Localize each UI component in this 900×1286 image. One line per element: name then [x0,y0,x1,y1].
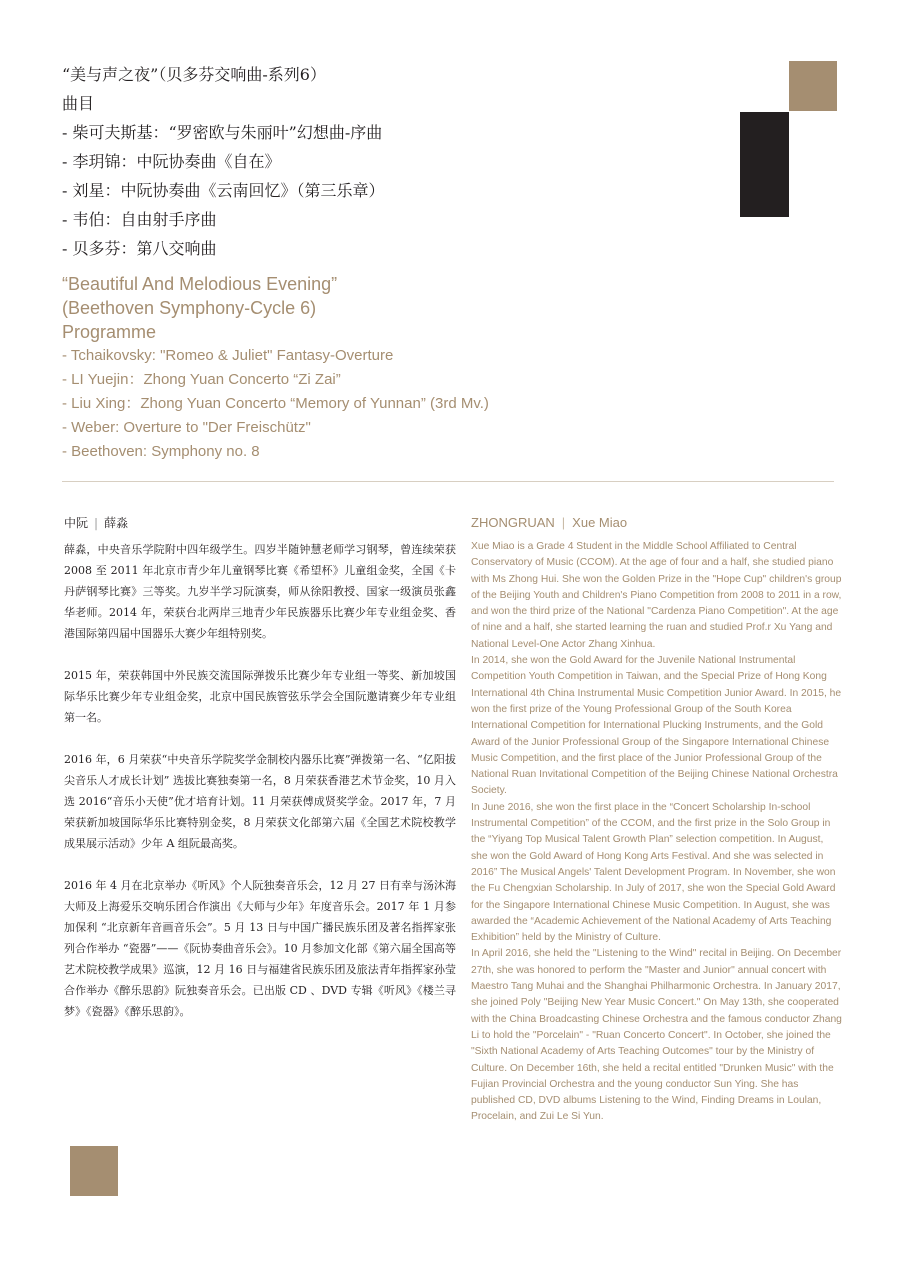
programme-item-cn: - 贝多芬：第八交响曲 [62,239,217,258]
bio-paragraph-cn: 薛淼，中央音乐学院附中四年级学生。四岁半随钟慧老师学习钢琴，曾连续荣获 2008 至 2011 年北京市青少年儿童钢琴比赛《希望杯》儿童组金奖，全国《卡丹萨钢琴比赛》三等奖。九岁半学习阮演奏，师从徐阳教授、国家一级演员张鑫华老师。2014 年，荣获台北两岸三地青少年民族器乐比赛少年专业组金奖、香港国际第四届中国器乐大赛少年组特别奖。 [64,543,456,640]
bio-separator-en: | [561,515,566,530]
bio-paragraph-en: In June 2016, she won the first place in the “Concert Scholarship In-school Instrumental Competition” of the CCOM, and the first prize in the Solo Group in the “Yiyang Top Musical Talent Growth Plan” selection competition. In August, she won the Gold Award of Hong Kong Arts Festival. And she was selected in 2016” The Musical Angels' Talent Development Program. In November, she won the Fu Chengxian Scholarship. In July of 2017, she won the Special Gold Award for the Singapore International Chinese Music Competition. In August, she was awarded the “Academic Achievement of the National Academy of Arts Teaching Exhibition” held by the Ministry of Culture. [471,801,836,944]
programme-item-cn: - 刘星：中阮协奏曲《云南回忆》（第三乐章） [62,181,385,200]
bio-separator-cn: | [94,516,99,530]
bio-name-en: Xue Miao [572,515,628,530]
programme-subtitle-en: Programme [62,322,157,342]
programme-item-cn: - 柴可夫斯基：“罗密欧与朱丽叶”幻想曲-序曲 [62,123,383,142]
bio-paragraph-en: In 2014, she won the Gold Award for the Juvenile National Instrumental Competition Youth Competition in Taiwan, and the Special Prize of Hong Kong International 4th China Instrumental Music Competition Junior Award. In 2015, he won the first prize of the Young Professional Group of the South Korea International Competition for International Plucking Instruments, and the Gold Award of the Junior Professional Group of the Singapore International Chinese Music Competition, and the first place of the Junior Professional Group of the National Ruan Invitational Competition of the Beijing Chinese National Orchestra Society. [471,655,842,797]
programme-item-en: - LI Yuejin：Zhong Yuan Concerto “Zi Zai” [62,371,341,388]
decorative-gold-square-bottom [70,1146,118,1196]
programme-item-cn: - 李玥锦：中阮协奏曲《自在》 [62,152,281,171]
bio-paragraph-en: In April 2016, she held the "Listening to the Wind" recital in Beijing. On December 27th, she was honored to perform the "Master and Junior" annual concert with Maestro Tang Muhai and the Shanghai Philharmonic Orchestra. In January 2017, she joined Poly "Beijing New Year Music Concert." On May 13th, she cooperated with the China Broadcasting Chinese Orchestra and the famous conductor Zhang Li to hold the "Porcelain" - "Ruan Concerto Concert". In October, she joined the "Sixth National Academy of Arts Teaching Outcomes" tour by the Ministry of Culture. On December 16th, she held a recital entitled "Drunken Music" with the Fujian Provincial Orchestra and the young conductor Sun Ying. She has published CD, DVD albums Listening to the Wind, Finding Dreams in Loulan, Procelain, and Zui Le Si Yun. [471,948,842,1123]
programme-item-cn: - 韦伯：自由射手序曲 [62,210,217,229]
biography-chinese [64,513,456,1043]
programme-item-en: - Weber: Overture to "Der Freischütz" [62,419,311,436]
bio-paragraph-cn: 2015 年，荣获韩国中外民族交流国际弹拨乐比赛少年专业组一等奖、新加坡国际华乐比赛少年专业组金奖，北京中国民族管弦乐学会全国阮邀请赛少年专业组第一名。 [64,669,456,724]
programme-chinese [62,60,385,263]
programme-item-en: - Tchaikovsky: "Romeo & Juliet" Fantasy-Overture [62,347,394,364]
bio-paragraph-cn: 2016 年 4 月在北京举办《听风》个人阮独奏音乐会，12 月 27 日有幸与汤沐海大师及上海爱乐交响乐团合作演出《大师与少年》年度音乐会。2017 年 1 月参加保利 “北京新年音画音乐会”。5 月 13 日与中国广播民族乐团及著名指挥家张列合作举办 “瓷器”——《阮协奏曲音乐会》。10 月参加文化部《第六届全国高等艺术院校教学成果》巡演，12 月 16 日与福建省民族乐团及旅法青年指挥家孙莹合作举办《醉乐思韵》阮独奏音乐会。已出版 CD 、DVD 专辑《听风》《楼兰寻梦》《瓷器》《醉乐思韵》。 [64,879,456,1018]
programme-item-en: - Beethoven: Symphony no. 8 [62,443,260,460]
programme-title-en-line1: “Beautiful And Melodious Evening” [62,274,338,294]
decorative-black-block [740,112,789,217]
bio-heading-cn [64,513,456,533]
bio-paragraph-en: Xue Miao is a Grade 4 Student in the Middle School Affiliated to Central Conservatory of Music (CCOM). At the age of four and a half, she studied piano with Ms Zhong Hui. She won the Golden Prize in the "Hope Cup" children's group of the Beijing Youth and Children's Piano Competition from 2008 to 2011 in a row, and won the third prize of the National "Cardenza Piano Competition". At the age of nine and a half, she started learning the ruan and studied Prof.r Xu Yang and National Level-One Actor Zhang Xinhua. [471,541,842,650]
biography-english [471,513,842,1126]
section-divider [62,481,834,482]
bio-instrument-cn: 中阮 [64,516,89,530]
decorative-gold-square-top [789,61,837,111]
bio-paragraph-cn: 2016 年，6 月荣获“中央音乐学院奖学金制校内器乐比赛”弹拨第一名、“亿阳拔尖音乐人才成长计划” 选拔比赛独奏第一名，8 月荣获香港艺术节金奖，10 月入选 2016“音乐小天使”优才培育计划。11 月荣获傅成贤奖学金。2017 年，7 月荣获新加坡国际华乐比赛特别金奖，8 月荣获文化部第六届《全国艺术院校教学成果展示活动》少年 A 组阮最高奖。 [64,753,456,850]
programme-title-cn: “美与声之夜”（贝多芬交响曲-系列6） [62,65,326,84]
programme-subtitle-cn: 曲目 [62,94,95,113]
bio-instrument-en: ZHONGRUAN [471,515,555,530]
bio-name-cn: 薛淼 [104,516,129,530]
bio-heading-en [471,513,842,533]
programme-english [62,272,489,464]
programme-item-en: - Liu Xing：Zhong Yuan Concerto “Memory of Yunnan” (3rd Mv.) [62,395,489,412]
programme-title-en-line2: (Beethoven Symphony-Cycle 6) [62,298,317,318]
